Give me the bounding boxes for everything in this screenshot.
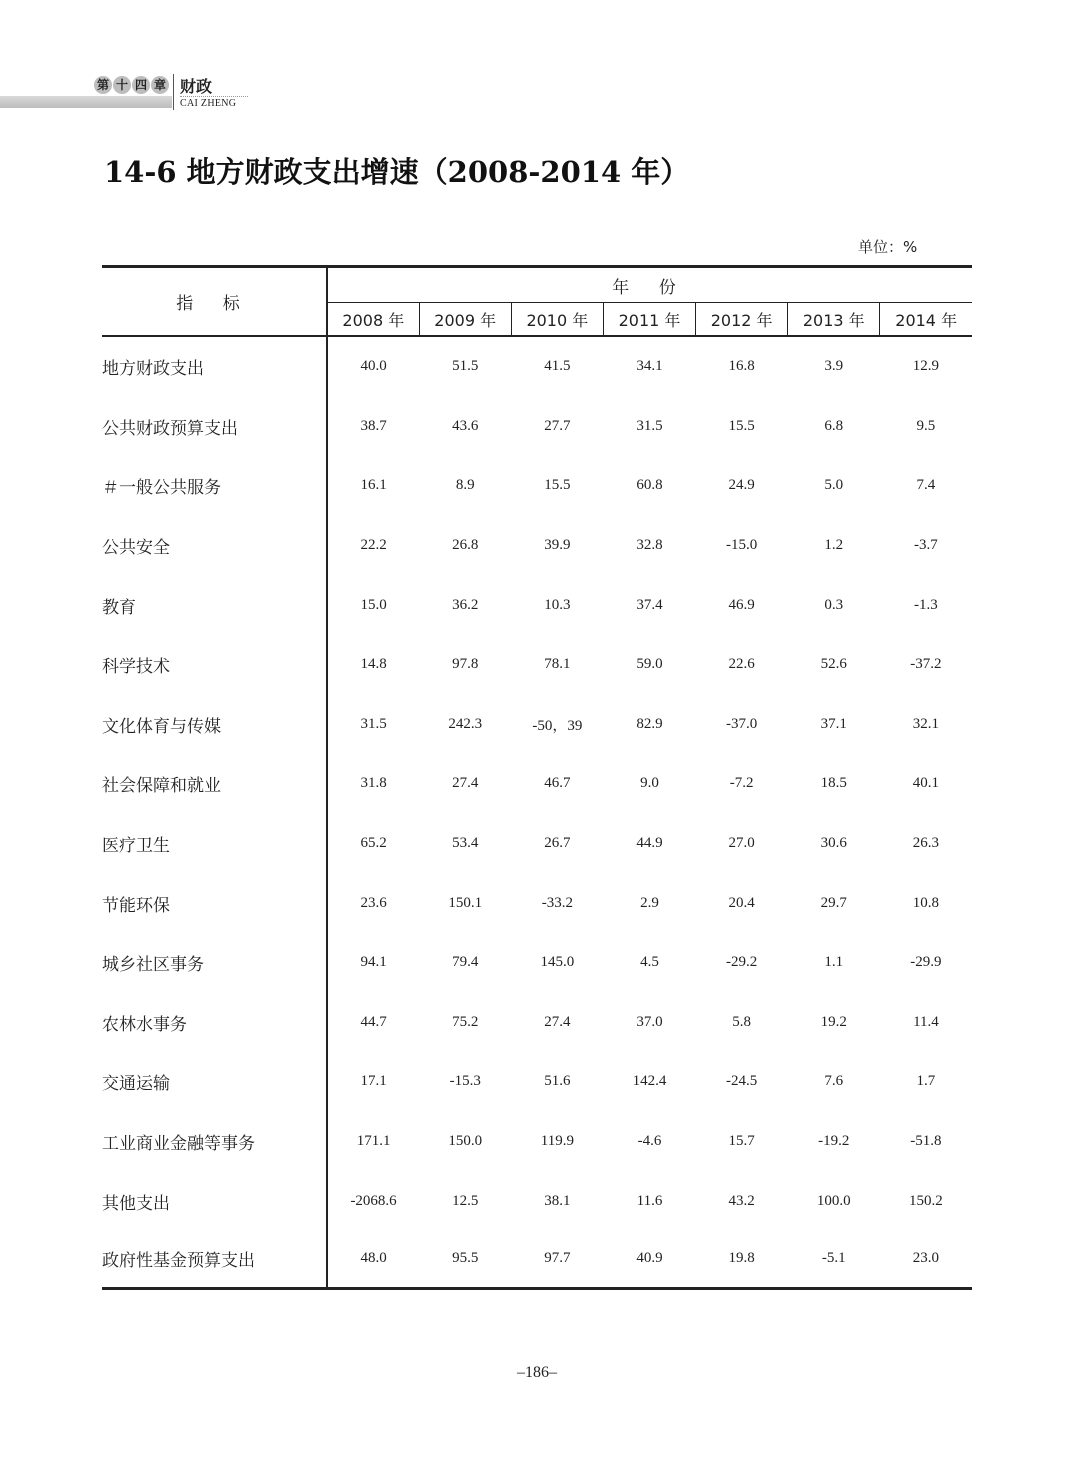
value-cell: 11.4 — [913, 1013, 939, 1030]
table-row — [102, 695, 972, 755]
value-cell: 22.2 — [360, 537, 387, 554]
value-cell: 60.8 — [636, 477, 663, 494]
value-cell: 27.0 — [728, 835, 755, 852]
value-cell: 53.4 — [452, 835, 479, 852]
value-cell: 15.0 — [360, 596, 387, 613]
value-cell: 26.8 — [452, 537, 479, 554]
value-cell: -3.7 — [914, 537, 938, 554]
table-row — [102, 397, 972, 457]
value-cell: -37.2 — [910, 656, 942, 673]
value-cell: 27.7 — [544, 417, 571, 434]
value-cell: 19.8 — [696, 1231, 788, 1289]
value-cell: 5.0 — [824, 477, 844, 494]
value-cell: -7.2 — [729, 775, 754, 792]
value-cell: -24.5 — [726, 1073, 758, 1090]
table-row — [102, 1052, 972, 1112]
year-header: 2010 年 — [511, 303, 603, 337]
value-cell: 2.9 — [640, 894, 659, 911]
value-cell: 26.7 — [544, 835, 571, 852]
chapter-title: 财政 — [180, 77, 213, 96]
stats-table — [102, 265, 972, 1290]
value-cell: 142.4 — [632, 1073, 667, 1090]
value-cell: 40.9 — [603, 1231, 695, 1289]
page-number: –186– — [517, 1364, 557, 1381]
value-cell: 150.1 — [448, 894, 483, 911]
value-cell: 11.6 — [636, 1192, 663, 1209]
value-cell: 14.8 — [360, 656, 387, 673]
row-label: 医疗卫生 — [102, 814, 327, 874]
value-cell: 150.2 — [909, 1192, 943, 1209]
value-cell: 82.9 — [636, 715, 663, 732]
value-cell: 3.9 — [824, 358, 844, 375]
value-cell: 51.5 — [452, 358, 479, 375]
value-cell: 12.9 — [912, 358, 940, 375]
value-cell: -29.2 — [726, 954, 758, 971]
table-row — [102, 754, 972, 814]
value-cell: 23.6 — [360, 894, 387, 911]
value-cell: 94.1 — [360, 954, 387, 971]
value-cell: 145.0 — [540, 954, 575, 971]
value-cell: 12.5 — [452, 1192, 479, 1209]
value-cell: 1.7 — [916, 1073, 936, 1090]
value-cell: -33.2 — [541, 894, 573, 911]
value-cell: 29.7 — [820, 894, 847, 911]
row-label: 文化体育与传媒 — [102, 695, 327, 755]
chapter-badges — [94, 76, 169, 94]
value-cell: -19.2 — [818, 1133, 850, 1150]
value-cell: 27.4 — [544, 1013, 571, 1030]
value-cell: 46.9 — [728, 596, 755, 613]
value-cell: 41.5 — [544, 358, 571, 375]
value-cell: 43.6 — [452, 417, 479, 434]
year-group-header: 年 份 — [327, 267, 972, 303]
value-cell: -51.8 — [910, 1133, 942, 1150]
value-cell: 16.8 — [728, 358, 755, 375]
value-cell: 44.9 — [636, 835, 663, 852]
value-cell: 46.7 — [544, 775, 571, 792]
value-cell: 5.8 — [732, 1013, 751, 1030]
row-label: 教育 — [102, 575, 327, 635]
year-header: 2009 年 — [419, 303, 511, 337]
value-cell: 44.7 — [360, 1013, 387, 1030]
table-body — [102, 336, 972, 1288]
value-cell: 30.6 — [820, 835, 847, 852]
chapter-badge: 第 — [94, 76, 112, 94]
value-cell: 10.3 — [544, 596, 571, 613]
unit-label: 单位：% — [858, 238, 918, 256]
value-cell: 242.3 — [448, 715, 483, 732]
row-label: 社会保障和就业 — [102, 754, 327, 814]
value-cell: 100.0 — [816, 1192, 851, 1209]
value-cell: 31.5 — [636, 417, 663, 434]
header-band — [0, 96, 172, 108]
value-cell: 27.4 — [452, 775, 479, 792]
value-cell: 34.1 — [636, 358, 663, 375]
value-cell: 10.8 — [912, 894, 940, 911]
value-cell: 52.6 — [820, 656, 847, 673]
year-header: 2011 年 — [603, 303, 695, 337]
value-cell: 48.0 — [327, 1231, 419, 1289]
row-label: 交通运输 — [102, 1052, 327, 1112]
chapter-badge: 四 — [132, 76, 150, 94]
row-label: 公共安全 — [102, 516, 327, 576]
value-cell: 23.0 — [880, 1231, 972, 1289]
value-cell: 43.2 — [728, 1192, 755, 1209]
value-cell: -29.9 — [910, 954, 942, 971]
table-row — [102, 993, 972, 1053]
value-cell: -37.0 — [726, 715, 758, 732]
value-cell: 1.2 — [824, 537, 844, 554]
value-cell: -15.3 — [449, 1073, 481, 1090]
table-row — [102, 456, 972, 516]
table-row — [102, 814, 972, 874]
value-cell: 18.5 — [820, 775, 847, 792]
chapter-pinyin: CAI ZHENG — [180, 96, 248, 109]
value-cell: 65.2 — [360, 835, 387, 852]
year-header: 2012 年 — [696, 303, 788, 337]
value-cell: 0.3 — [824, 596, 844, 613]
value-cell: 171.1 — [356, 1133, 391, 1150]
value-cell: 97.7 — [511, 1231, 603, 1289]
value-cell: 40.1 — [912, 775, 940, 792]
chapter-badge: 十 — [113, 76, 131, 94]
row-label: 地方财政支出 — [102, 336, 327, 397]
row-label: 城乡社区事务 — [102, 933, 327, 993]
value-cell: -15.0 — [726, 537, 758, 554]
value-cell: 24.9 — [728, 477, 755, 494]
value-cell: 19.2 — [820, 1013, 847, 1030]
value-cell: 37.0 — [636, 1013, 663, 1030]
value-cell: 1.1 — [824, 954, 844, 971]
value-cell: -1.3 — [914, 596, 938, 613]
value-cell: 4.5 — [640, 954, 659, 971]
value-cell: 51.6 — [544, 1073, 571, 1090]
value-cell: -5.1 — [788, 1231, 880, 1289]
table-row — [102, 933, 972, 993]
value-cell: 37.4 — [636, 596, 663, 613]
value-cell: 79.4 — [452, 954, 479, 971]
page-title: 14-6 地方财政支出增速（2008-2014 年） — [104, 155, 690, 189]
header-divider — [173, 74, 174, 110]
value-cell: 7.4 — [916, 477, 936, 494]
chapter-badge: 章 — [151, 76, 169, 94]
value-cell: 40.0 — [360, 358, 387, 375]
value-cell: 9.0 — [640, 775, 659, 792]
value-cell: 150.0 — [448, 1133, 483, 1150]
value-cell: 39.9 — [544, 537, 571, 554]
row-label: 节能环保 — [102, 873, 327, 933]
value-cell: 22.6 — [728, 656, 755, 673]
value-cell: 8.9 — [455, 477, 475, 494]
row-label: 农林水事务 — [102, 993, 327, 1053]
value-cell: -4.6 — [637, 1133, 662, 1150]
value-cell: 95.5 — [419, 1231, 511, 1289]
value-cell: 15.5 — [728, 417, 755, 434]
value-cell: 16.1 — [360, 477, 387, 494]
value-cell: -2068.6 — [350, 1192, 397, 1209]
row-label: ＃一般公共服务 — [102, 456, 327, 516]
value-cell: 119.9 — [540, 1133, 574, 1150]
value-cell: 31.8 — [360, 775, 387, 792]
year-header: 2008 年 — [327, 303, 419, 337]
value-cell: 78.1 — [544, 656, 571, 673]
table-row — [102, 635, 972, 695]
row-label: 政府性基金预算支出 — [102, 1231, 327, 1289]
value-cell: 15.7 — [728, 1133, 755, 1150]
value-cell: -50，39 — [532, 717, 583, 734]
table-row — [102, 516, 972, 576]
value-cell: 59.0 — [636, 656, 663, 673]
value-cell: 38.1 — [544, 1192, 571, 1209]
table-row — [102, 873, 972, 933]
value-cell: 75.2 — [452, 1013, 479, 1030]
value-cell: 26.3 — [912, 835, 940, 852]
value-cell: 9.5 — [916, 417, 936, 434]
value-cell: 15.5 — [544, 477, 571, 494]
value-cell: 32.1 — [912, 715, 940, 732]
row-label: 公共财政预算支出 — [102, 397, 327, 457]
year-header: 2013 年 — [788, 303, 880, 337]
value-cell: 37.1 — [820, 715, 847, 732]
value-cell: 32.8 — [636, 537, 663, 554]
row-label: 其他支出 — [102, 1171, 327, 1231]
indicator-header: 指 标 — [102, 267, 327, 337]
table-row — [102, 336, 972, 397]
value-cell: 7.6 — [824, 1073, 844, 1090]
table-row — [102, 1112, 972, 1172]
value-cell: 97.8 — [452, 656, 479, 673]
value-cell: 31.5 — [360, 715, 387, 732]
table-row — [102, 575, 972, 635]
row-label: 科学技术 — [102, 635, 327, 695]
table-row — [102, 1171, 972, 1231]
value-cell: 20.4 — [728, 894, 755, 911]
value-cell: 36.2 — [452, 596, 479, 613]
value-cell: 38.7 — [360, 417, 387, 434]
year-header: 2014 年 — [880, 303, 972, 337]
value-cell: 6.8 — [824, 417, 844, 434]
table-row — [102, 1231, 972, 1289]
value-cell: 17.1 — [360, 1073, 387, 1090]
row-label: 工业商业金融等事务 — [102, 1112, 327, 1172]
